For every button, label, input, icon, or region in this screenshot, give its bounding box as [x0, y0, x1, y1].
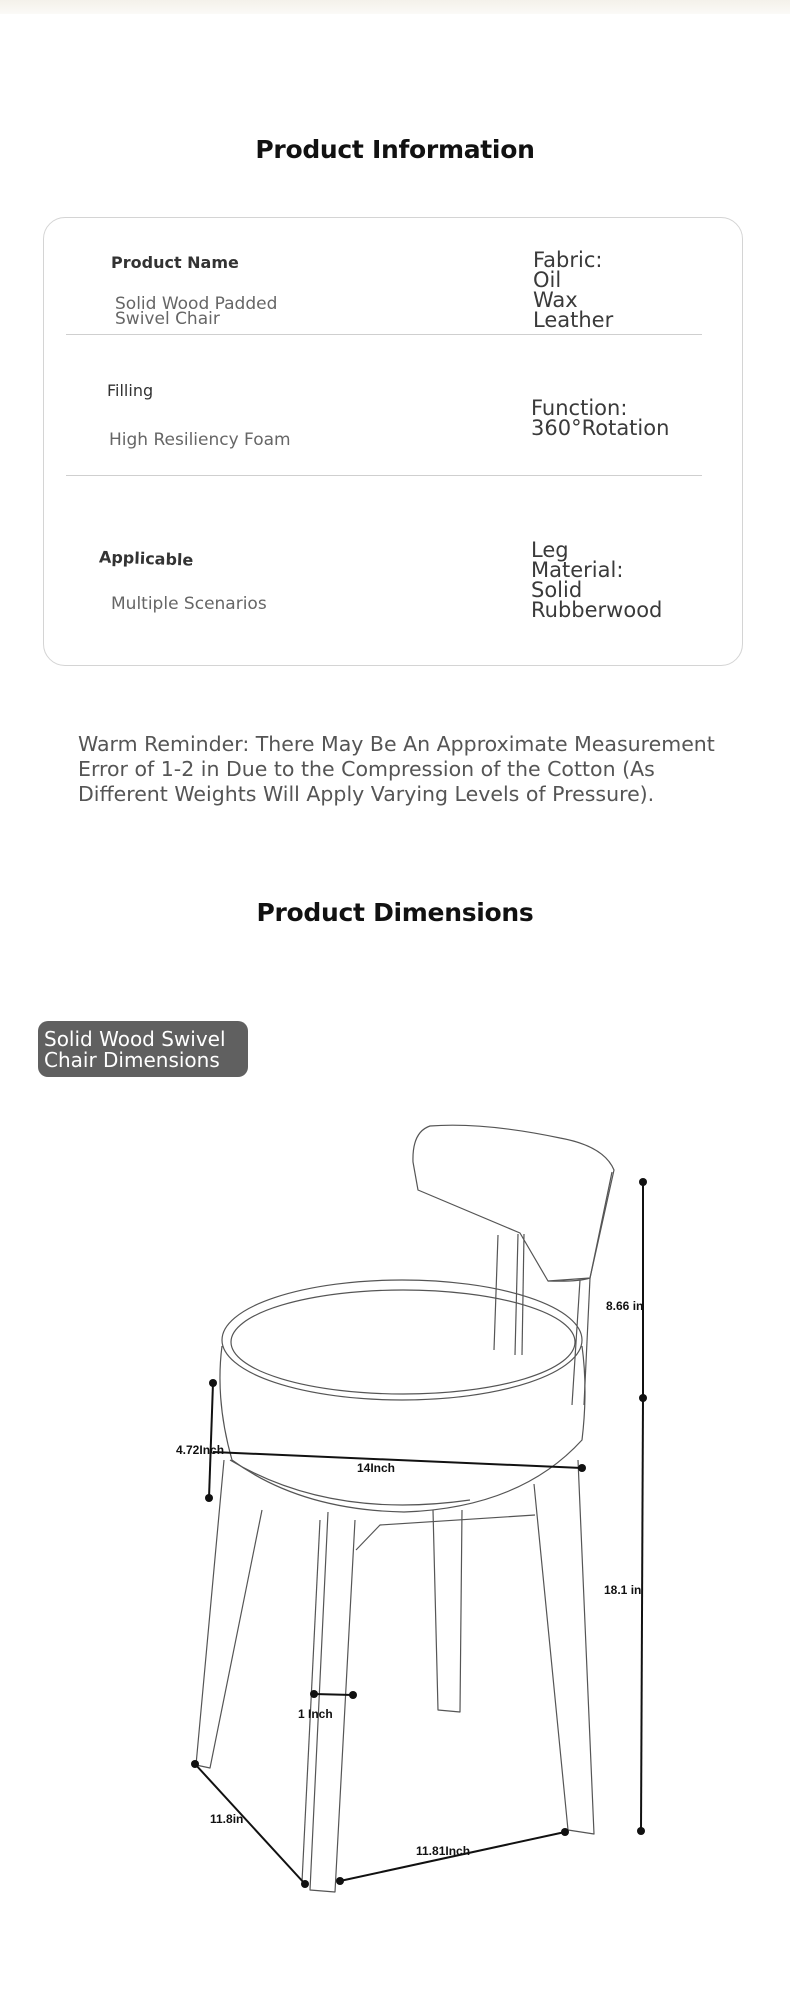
leg-width-label: 1 Inch [298, 1707, 333, 1721]
dimension-lines [195, 1182, 643, 1884]
chair-line-drawing [0, 1100, 790, 1920]
chair-leg-front-center [310, 1512, 355, 1892]
fabric-attribute [533, 250, 613, 330]
chair-back-post-1 [494, 1235, 498, 1350]
function-line-1: Function: [531, 396, 628, 420]
product-name-value-line-2: Swivel Chair [115, 309, 220, 329]
leg-material-line-4: Rubberwood [531, 598, 663, 622]
warm-reminder-text: Warm Reminder: There May Be An Approximate Measurement Error of 1-2 in Due to the Compression of the Cotton (As Different Weights Will Apply Varying Levels of Pressure). [78, 732, 715, 806]
leg-material-line-1: Leg [531, 538, 569, 562]
cushion-thickness-label: 4.72Inch [176, 1443, 225, 1457]
endpoint [578, 1464, 586, 1472]
seat-diameter-label: 14Inch [357, 1461, 396, 1475]
fabric-line-3: Wax [533, 288, 578, 312]
endpoint [301, 1880, 309, 1888]
product-name-value [115, 294, 278, 329]
applicable-label: Applicable [98, 547, 194, 570]
chair-leg-back-center [433, 1510, 462, 1712]
endpoint [205, 1494, 213, 1502]
chair-leg-brace [356, 1515, 535, 1550]
filling-value: High Resiliency Foam [109, 430, 291, 450]
row-divider-1 [66, 334, 702, 335]
dimensions-badge-line-1: Solid Wood Swivel [44, 1027, 226, 1051]
chair-leg-highlight [302, 1520, 320, 1882]
leg-width-line [314, 1694, 353, 1695]
endpoint [336, 1877, 344, 1885]
product-name-value-line-1: Solid Wood Padded [115, 294, 278, 314]
endpoint [209, 1379, 217, 1387]
seat-diameter-line [213, 1452, 582, 1468]
endpoint [191, 1760, 199, 1768]
chair-back-post-4 [572, 1280, 580, 1405]
row-divider-2 [66, 475, 702, 476]
top-decor-strip [0, 0, 790, 14]
function-line-2: 360°Rotation [531, 416, 670, 440]
backrest-height-label: 8.66 in [606, 1299, 644, 1313]
product-info-card [43, 217, 743, 666]
endpoint [310, 1690, 318, 1698]
seat-height-line [641, 1398, 643, 1831]
base-width-label: 11.81Inch [416, 1844, 471, 1858]
leg-material-line-2: Material: [531, 558, 624, 582]
fabric-line-1: Fabric: [533, 248, 603, 272]
chair-outline [196, 1125, 614, 1892]
chair-seat-side [220, 1346, 585, 1512]
endpoint [561, 1828, 569, 1836]
function-attribute [531, 398, 669, 438]
chair-back-post-3 [522, 1234, 524, 1355]
product-name-label: Product Name [111, 253, 239, 272]
chair-leg-front-left [196, 1460, 262, 1768]
endpoint [637, 1827, 645, 1835]
chair-backrest [413, 1125, 614, 1281]
chair-seat-top [222, 1280, 582, 1400]
filling-label: Filling [107, 381, 154, 400]
cushion-thickness-line [209, 1383, 213, 1498]
chair-seat-bottom [230, 1460, 470, 1505]
leg-material-line-3: Solid [531, 578, 583, 602]
endpoint [349, 1691, 357, 1699]
dimension-endpoints [191, 1178, 647, 1888]
fabric-line-2: Oil [533, 268, 562, 292]
chair-backrest-lower [548, 1172, 612, 1281]
fabric-line-4: Leather [533, 308, 614, 332]
product-dimensions-title: Product Dimensions [256, 898, 534, 927]
product-information-title: Product Information [255, 135, 535, 164]
dimensions-badge [38, 1021, 248, 1077]
endpoint [639, 1394, 647, 1402]
endpoint [639, 1178, 647, 1186]
base-depth-label: 11.8in [210, 1812, 244, 1826]
applicable-value: Multiple Scenarios [111, 594, 267, 614]
seat-height-label: 18.1 in [604, 1583, 642, 1597]
dimensions-badge-line-2: Chair Dimensions [44, 1048, 220, 1072]
leg-material-attribute [531, 540, 662, 620]
chair-leg-front-right [534, 1460, 594, 1834]
chair-dimension-drawing [0, 1100, 790, 1920]
